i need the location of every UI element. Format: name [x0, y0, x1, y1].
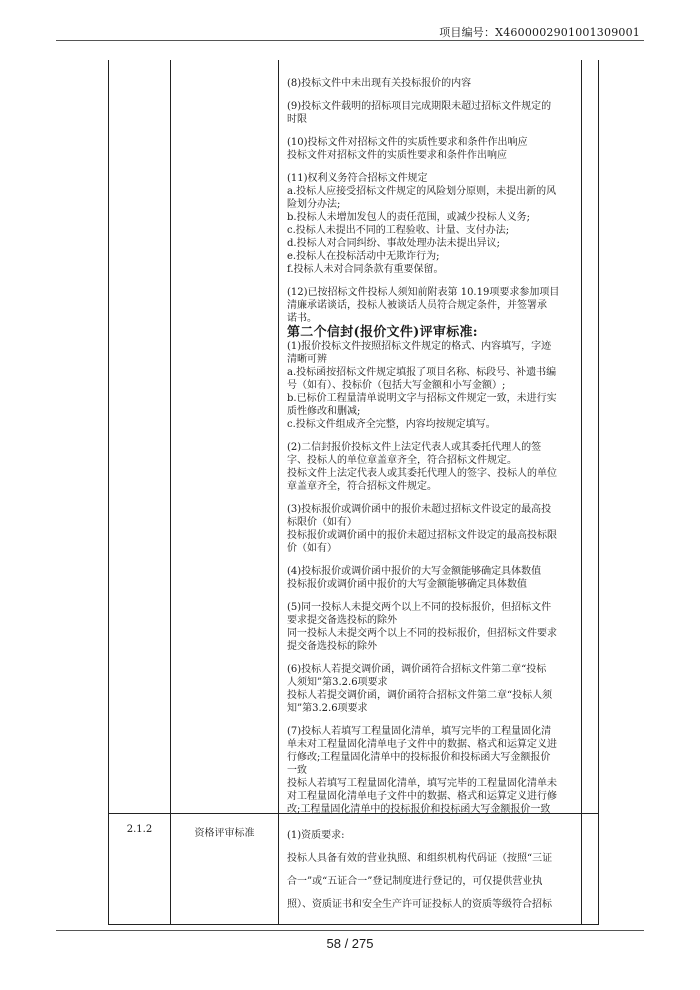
- table-row-divider: [109, 924, 598, 925]
- price-criterion-6: (6)投标人若提交调价函，调价函符合招标文件第二章“投标 人须知”第3.2.6项要求 投标人若提交调价函，调价函符合招标文件第二章“投标人须 知”第3.2.6项要求: [287, 664, 553, 714]
- criterion-8: (8)投标文件中未出现有关投标报价的内容: [287, 78, 472, 89]
- price-criterion-4: (4)投标报价或调价函中报价的大写金额能够确定具体数值 投标报价或调价函中报价的大写金额能够确定具体数值: [287, 566, 542, 590]
- price-criterion-1: (1)报价投标文件按照招标文件规定的格式、内容填写，字迹 清晰可辨 a.投标函按招标文件规定填报了项目名称、标段号、补遗书编 号（如有）、投标价（包括大写金额和小写金额）; b.已标价工程量清单说明文字与招标文件规定一致，未进行实 质性修改和删减; c.投标文件组成齐全完整，内容均按规定填写。: [287, 341, 557, 430]
- criteria-table: [108, 60, 599, 925]
- criterion-11: (11)权利义务符合招标文件规定 a.投标人应接受招标文件规定的风险划分原则，未提出新的风 险划分办法; b.投标人未增加发包人的责任范围，或减少投标人义务; c.投标人未提出不同的工程验收、计量、支付办法; d.投标人对合同纠纷、事故处理办法未提出异议; e.投标人在投标活动中无欺诈行为; f.投标人未对合同条款有重要保留。: [287, 173, 557, 275]
- price-criterion-7: (7)投标人若填写工程量固化清单，填写完毕的工程量固化清 单未对工程量固化清单电子文件中的数据、格式和运算定义进 行修改;工程量固化清单中的投标报价和投标函大写金额报价 一致 投标人若填写工程量固化清单，填写完毕的工程量固化清单未 对工程量固化清单电子文件中的数据、格式和运算定义进行修 改;工程量固化清单中的投标报价和投标函大写金额报价一致: [287, 726, 557, 815]
- table-column-divider: [170, 60, 171, 925]
- page-number: 58 / 275: [326, 936, 374, 951]
- criterion-10: (10)投标文件对招标文件的实质性要求和条件作出响应 投标文件对招标文件的实质性要求和条件作出响应: [287, 137, 528, 161]
- footer-rule: [56, 930, 644, 931]
- table-column-divider: [278, 60, 279, 925]
- price-criterion-3: (3)投标报价或调价函中的报价未超过招标文件设定的最高投 标限价（如有） 投标报价或调价函中的报价未超过招标文件设定的最高投标限 价（如有）: [287, 504, 557, 554]
- header-rule: [56, 40, 644, 41]
- section-title: 第二个信封(报价文件)评审标准:: [287, 325, 478, 340]
- price-criterion-5: (5)同一投标人未提交两个以上不同的投标报价，但招标文件 要求提交备选投标的除外 同一投标人未提交两个以上不同的投标报价，但招标文件要求 提交备选投标的除外: [287, 602, 557, 652]
- criterion-12: (12)已按招标文件投标人须知前附表第 10.19项要求参加项目 清廉承诺谈话，投标人被谈话人员符合规定条件，并签署承 诺书。: [287, 287, 560, 324]
- price-criterion-2: (2)二信封报价投标文件上法定代表人或其委托代理人的签 字、投标人的单位章盖章齐全，符合招标文件规定。 投标文件上法定代表人或其委托代理人的签字、投标人的单位 章盖章齐全，符合招标文件规定。: [287, 442, 557, 492]
- criterion-9: (9)投标文件载明的招标项目完成期限未超过招标文件规定的 时限: [287, 101, 552, 125]
- criteria-content: [287, 77, 577, 826]
- table-column-divider: [581, 60, 582, 925]
- clause-name: 资格评审标准: [194, 828, 255, 839]
- project-number: 项目编号：X4600002901001309001: [439, 26, 640, 39]
- page-header: [0, 0, 700, 40]
- qualification-criteria: (1)资质要求: 投标人具备有效的营业执照、和组织机构代码证（按照“三证 合一”或“五证合一”登记制度进行登记的，可仅提供营业执 照）、资质证书和安全生产许可证投标人的资质等级符合招标: [287, 830, 553, 910]
- clause-number: 2.1.2: [126, 824, 153, 835]
